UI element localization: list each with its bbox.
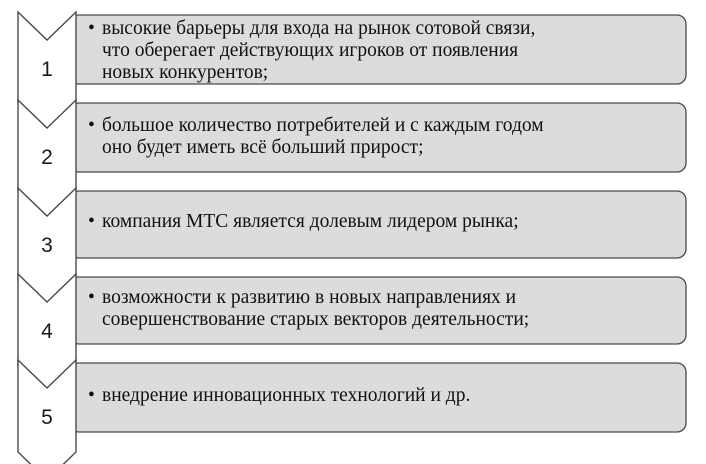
step-5 xyxy=(18,360,686,464)
step-text-line: совершенствование старых векторов деятельности; xyxy=(102,309,530,330)
step-text-line: новых конкурентов; xyxy=(102,62,269,83)
step-text-line: что оберегает действующих игроков от появления xyxy=(102,40,519,61)
step-text-line: оно будет иметь всё больший прирост; xyxy=(102,137,424,158)
step-number: 2 xyxy=(41,146,53,169)
step-text-line: большое количество потребителей и с каждым годом xyxy=(102,115,544,136)
step-number: 5 xyxy=(41,406,53,429)
bullet-icon: • xyxy=(88,18,95,39)
step-text-line: компания МТС является долевым лидером рынка; xyxy=(102,211,519,232)
step-text-line: внедрение инновационных технологий и др. xyxy=(102,385,471,406)
bullet-icon: • xyxy=(88,115,95,136)
step-text-line: высокие барьеры для входа на рынок сотовой связи, xyxy=(102,18,536,39)
step-number: 4 xyxy=(41,320,53,343)
step-text-line: возможности к развитию в новых направлениях и xyxy=(102,287,517,308)
bullet-icon: • xyxy=(88,211,95,232)
step-number: 1 xyxy=(41,58,53,81)
step-number: 3 xyxy=(41,234,53,257)
bullet-icon: • xyxy=(88,287,95,308)
bullet-icon: • xyxy=(88,385,95,406)
